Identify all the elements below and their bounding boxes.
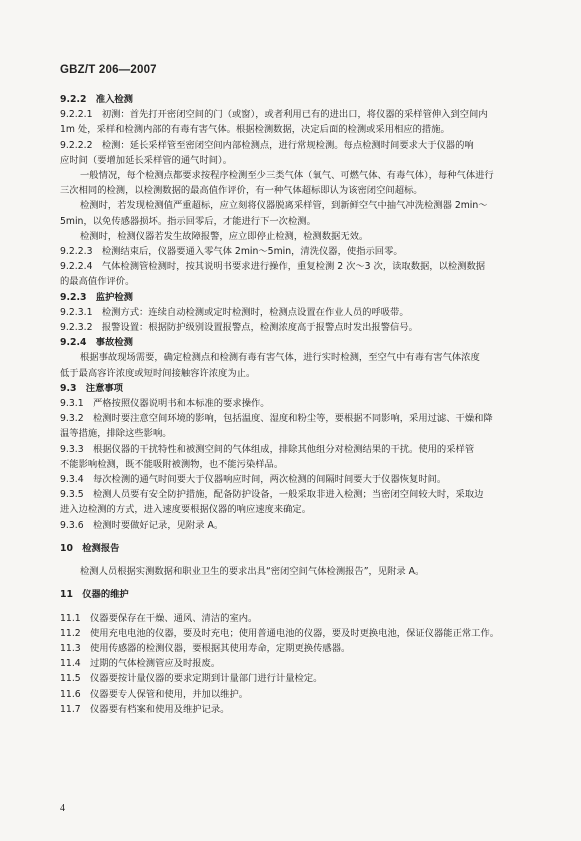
spacer	[60, 533, 520, 541]
body-line: 三次相同的检测，以检测数据的最高值作评价，有一种气体超标即认为该密闭空间超标。	[60, 185, 423, 197]
body-line: 11.1 仪器要保存在干燥、通风、清洁的室内。	[60, 612, 258, 624]
spacer	[60, 603, 520, 611]
body-line: 温等措施，排除这些影响。	[60, 428, 172, 440]
body-line: 低于最高容许浓度或短时间接触容许浓度为止。	[60, 367, 256, 379]
body-line: 9.2.2.2 检测：延长采样管至密闭空间内部检测点，进行常规检测。每点检测时间要求大于仪器的响	[60, 139, 474, 151]
body-line: 不能影响检测，既不能吸附被测物，也不能污染样品。	[60, 458, 284, 470]
body-line: 11.4 过期的气体检测管应及时报废。	[60, 658, 221, 670]
body-line: 检测人员根据实测数据和职业卫生的要求出具“密闭空间气体检测报告”，见附录 A。	[80, 566, 425, 578]
body-line: 9.3.2 检测时要注意空间环境的影响，包括温度、湿度和粉尘等，要根据不同影响，采用过滤、干燥和降	[60, 413, 493, 425]
section-heading: 9.2.2 准入检测	[60, 94, 133, 105]
body-line: 9.3.1 严格按照仪器说明书和本标准的要求操作。	[60, 398, 270, 410]
body-line: 1m 处，采样和检测内部的有毒有害气体。根据检测数据，决定后面的检测或采用相应的措施。	[60, 124, 450, 136]
section-heading: 9.2.4 事故检测	[60, 337, 133, 349]
body-line: 5min，以免传感器损坏。指示回零后，才能进行下一次检测。	[60, 215, 316, 227]
page-number: 4	[60, 803, 65, 814]
body-line: 11.2 使用充电电池的仪器，要及时充电；使用普通电池的仪器，要及时更换电池，保证仪器能正常工作。	[60, 627, 500, 639]
document-body	[60, 92, 520, 717]
body-line: 检测时，检测仪器若发生故障报警，应立即停止检测，检测数据无效。	[80, 230, 369, 242]
spacer	[60, 579, 520, 587]
spacer	[60, 556, 520, 564]
body-line: 检测时，若发现检测值严重超标，应立刻将仪器脱离采样管，到新鲜空气中抽气冲洗检测器 2min～	[80, 200, 488, 212]
body-line: 11.6 仪器要专人保管和使用，并加以维护。	[60, 688, 249, 700]
standard-code-header: GBZ/T 206—2007	[60, 64, 157, 76]
body-line: 9.3.5 检测人员要有安全防护措施，配备防护设备，一般采取非进入检测；当密闭空间较大时，采取边	[60, 489, 484, 501]
section-heading: 9.2.3 监护检测	[60, 291, 133, 303]
body-line: 9.3.3 根据仪器的干扰特性和被测空间的气体组成，排除其他组分对检测结果的干扰。使用的采样管	[60, 443, 475, 455]
body-line: 9.2.2.1 初测：首先打开密闭空间的门（或窗），或者利用已有的进出口，将仪器的采样管伸入到空间内	[60, 109, 488, 121]
body-line: 9.2.3.1 检测方式：连续自动检测或定时检测时，检测点设置在作业人员的呼吸带。	[60, 306, 409, 318]
body-line: 9.3.4 每次检测的通气时间要大于仪器响应时间，两次检测的间隔时间要大于仪器恢复时间。	[60, 474, 447, 486]
section-heading: 10 检测报告	[60, 542, 120, 554]
body-line: 进入边检测的方式，进入速度要根据仪器的响应速度来确定。	[60, 504, 312, 516]
body-line: 应时间（要增加延长采样管的通气时间）。	[60, 154, 232, 166]
section-heading: 11 仪器的维护	[60, 589, 129, 601]
body-line: 的最高值作评价。	[60, 276, 135, 288]
body-line: 11.7 仪器要有档案和使用及维护记录。	[60, 703, 230, 715]
body-line: 9.2.2.3 检测结束后，仪器要通入零气体 2min～5min，清洗仪器，使指示回零。	[60, 246, 403, 258]
body-line: 9.2.2.4 气体检测管检测时，按其说明书要求进行操作，重复检测 2 次～3 次，读取数据，以检测数据	[60, 261, 486, 273]
body-line: 一般情况，每个检测点都要求按程序检测至少三类气体（氧气、可燃气体、有毒气体），每种气体进行	[80, 170, 494, 182]
section-heading: 9.3 注意事项	[60, 382, 123, 394]
body-line: 11.5 仪器要按计量仪器的要求定期到计量部门进行计量检定。	[60, 673, 323, 685]
body-line: 9.2.3.2 报警设置：根据防护级别设置报警点，检测浓度高于报警点时发出报警信号。	[60, 322, 418, 334]
body-line: 根据事故现场需要，确定检测点和检测有毒有害气体，进行实时检测，至空气中有毒有害气体浓度	[80, 352, 480, 364]
body-line: 11.3 使用传感器的检测仪器，要根据其使用寿命，定期更换传感器。	[60, 642, 351, 654]
body-line: 9.3.6 检测时要做好记录，见附录 A。	[60, 519, 224, 531]
